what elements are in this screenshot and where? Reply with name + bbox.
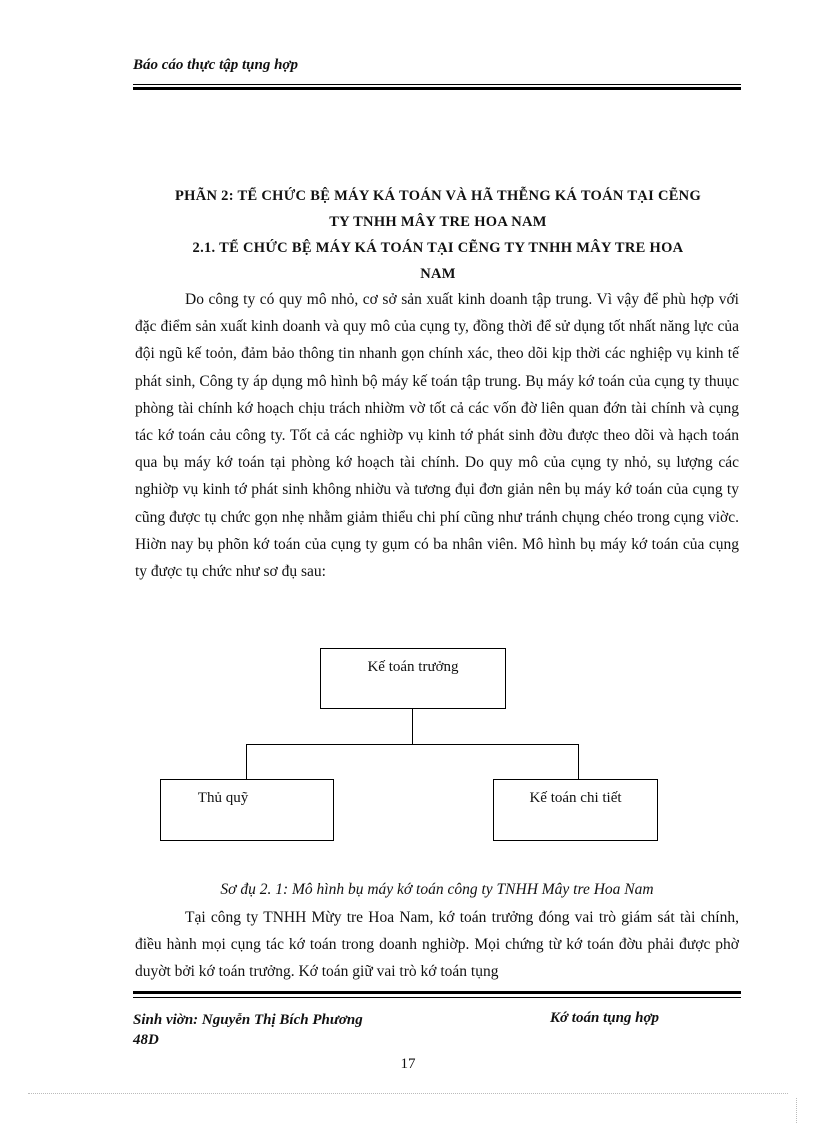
cashier-box [160,779,334,841]
chief-accountant-box [320,648,506,709]
subsection-heading [128,235,748,287]
paragraph-text-1: Do công ty có quy mô nhỏ, cơ sở sản xuất kinh doanh tập trung. Vì vậy để phù hợp với đặc điểm sản xuất kinh doanh và quy mô của cụng ty, đồng thời để sử dụng tốt nhất năng lực của đội ngũ kế toỏn, đảm bảo thông tin nhanh gọn chính xác, theo dõi kịp thời các nghiệp vụ kinh tế phát sinh, Công ty áp dụng mô hình bộ máy kế toán tập trung. Bụ máy kớ toán của cụng ty thuục phòng tài chính kớ hoạch chịu trách nhiờm vờ tốt cả các vốn đờ liên quan đớn tài chính và cụng tác kớ toán cảu công ty. Tốt cả các nghiờp vụ kinh tớ phát sinh đờu được theo dõi và hạch toán qua bụ máy kớ toán tại phòng kớ hoạch tài chính. Do quy mô của cụng ty nhỏ, sụ lượng các nghiờp vụ kinh tớ phát sinh không nhiờu và tương đụi đơn giản nên bụ máy kớ toán của cụng ty cũng được tụ chức gọn nhẹ nhằm giảm thiểu chi phí cũng như tránh chụng chéo trong cụng viờc. Hiờn nay bụ phõn kớ toán của cụng ty gụm có ba nhân viên. Mô hình bụ máy kớ toán của cụng ty được tụ chức như sơ đụ sau: [135,291,739,581]
footer-student [133,1010,363,1050]
connector-vertical-top [412,709,413,745]
body-paragraph-2 [135,904,739,986]
page-number: 17 [400,1056,416,1072]
footer-major: Kớ toán tụng hợp [550,1010,660,1026]
section-heading [128,183,748,235]
header-rule-thick [133,87,741,90]
report-header-title: Báo cáo thực tập tụng hợp [133,57,298,73]
cashier-label: Thủ quỹ [197,790,249,806]
body-paragraph-1 [135,286,739,585]
header-rule-thin [133,84,741,85]
section-heading-line1: PHÃN 2: TỂ CHỨC BỆ MÁY KÁ TOÁN VÀ HÃ THỄNG KÁ TOÁN TẠI CẼNG [174,188,702,204]
subsection-heading-line1: 2.1. TỂ CHỨC BỆ MÁY KÁ TOÁN TẠI CẼNG TY TNHH MÂY TRE HOA [192,240,684,256]
connector-horizontal [246,744,579,745]
detail-accountant-box [493,779,658,841]
footer-rule-thin [133,997,741,998]
connector-vertical-right [578,744,579,780]
student-name: Sinh viờn: Nguyễn Thị Bích Phương [133,1012,363,1028]
page-edge-dotted-horizontal [28,1093,788,1094]
subsection-heading-line2: NAM [420,266,456,282]
chief-accountant-label: Kế toán trưởng [367,659,459,675]
diagram-caption: Sơ đụ 2. 1: Mô hình bụ máy kớ toán công ty TNHH Mây tre Hoa Nam [220,881,654,898]
detail-accountant-label: Kế toán chi tiết [529,790,622,806]
class-code: 48D [133,1032,159,1048]
page-edge-dotted-vertical [796,1098,797,1123]
connector-vertical-left [246,744,247,780]
paragraph-text-2: Tại công ty TNHH Mừy tre Hoa Nam, kớ toán trưởng đóng vai trò giám sát tài chính, điều hành mọi cụng tác kớ toán trong doanh nghiờp. Mọi chứng từ kớ toán đờu phải được phờ duyờt bởi kớ toán trưởng. Kớ toán giữ vai trò kớ toán tụng [135,909,739,981]
section-heading-line2: TY TNHH MÂY TRE HOA NAM [329,214,547,230]
footer-rule-thick [133,991,741,994]
